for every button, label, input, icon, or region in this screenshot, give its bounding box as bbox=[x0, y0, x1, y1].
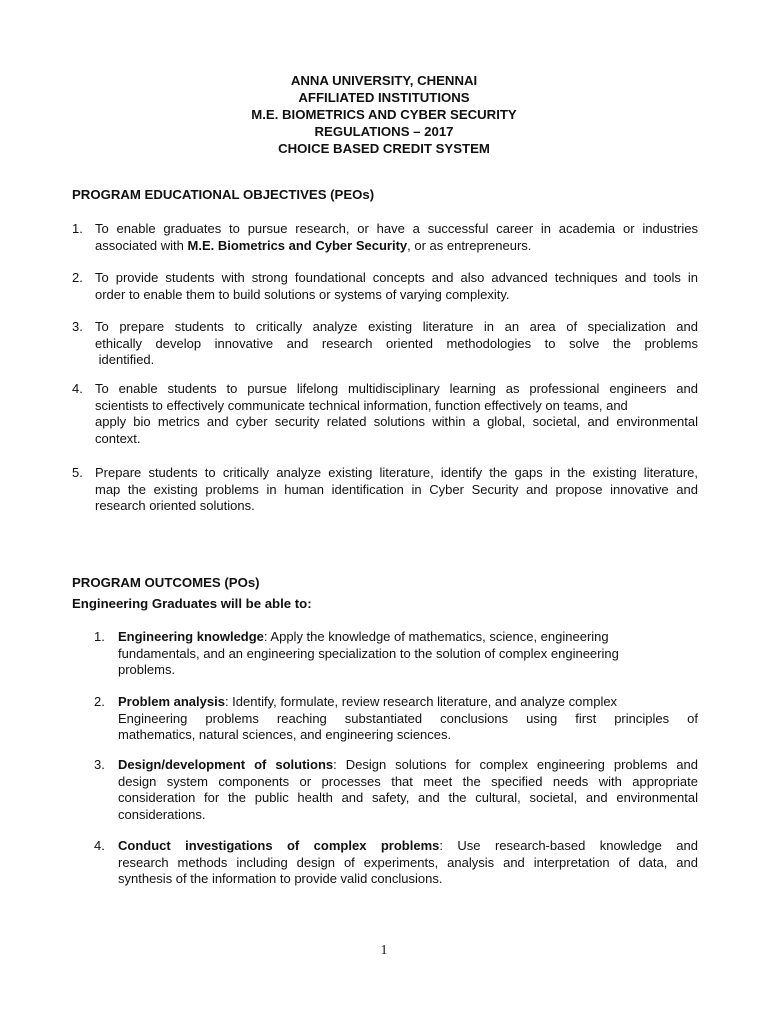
list-text-line: Prepare students to critically analyze existing literature, identify the gaps in the existing literature, bbox=[95, 465, 698, 480]
list-text-line: To provide students with strong foundational concepts and also advanced techniques and tools in bbox=[95, 270, 698, 285]
list-text-line: research methods including design of experiments, analysis and interpretation of data, and bbox=[118, 854, 698, 870]
list-text-line: scientists to effectively communicate technical information, function effectively on teams, and bbox=[95, 397, 628, 413]
list-text-line bbox=[118, 757, 698, 774]
document-header bbox=[0, 72, 768, 157]
institution-type: AFFILIATED INSTITUTIONS bbox=[298, 90, 470, 105]
po-section-subtitle: Engineering Graduates will be able to: bbox=[72, 596, 312, 611]
list-text-line: order to enable them to build solutions or systems of varying complexity. bbox=[95, 286, 510, 302]
list-number: 1. bbox=[72, 221, 83, 236]
peo-item-1 bbox=[72, 221, 698, 254]
list-text-line: consideration for the public health and safety, and the cultural, societal, and environmental bbox=[118, 790, 698, 805]
list-text: : Identify, formulate, review research literature, and analyze complex bbox=[224, 694, 618, 709]
list-text-line: apply bio metrics and cyber security related solutions within a global, societal, and environmental bbox=[95, 414, 698, 429]
list-text: : Use research-based knowledge and bbox=[439, 838, 698, 853]
list-text-line: ethically develop innovative and research oriented methodologies to solve the problems bbox=[95, 335, 698, 351]
list-text-line bbox=[95, 238, 698, 255]
list-text-line: identified. bbox=[95, 352, 155, 367]
list-number: 3. bbox=[72, 319, 83, 334]
university-name: ANNA UNIVERSITY, CHENNAI bbox=[290, 73, 478, 88]
page-number: 1 bbox=[380, 942, 388, 957]
po-item-1 bbox=[72, 629, 698, 679]
outcome-heading: Conduct investigations of complex problems bbox=[118, 838, 440, 853]
outcome-heading: Design/development of solutions bbox=[118, 757, 334, 772]
list-text-line: Engineering problems reaching substantiated conclusions using first principles of bbox=[118, 710, 698, 726]
po-item-3 bbox=[72, 757, 698, 823]
list-text-line: problems. bbox=[118, 662, 176, 677]
list-text-line: design system components or processes that meet the specified needs with appropriate bbox=[118, 773, 698, 789]
peo-section-title: PROGRAM EDUCATIONAL OBJECTIVES (PEOs) bbox=[72, 187, 375, 202]
list-text-line: considerations. bbox=[118, 806, 206, 822]
list-number: 2. bbox=[72, 270, 83, 285]
po-section-title: PROGRAM OUTCOMES (POs) bbox=[72, 575, 260, 590]
credit-system: CHOICE BASED CREDIT SYSTEM bbox=[278, 141, 490, 156]
list-number: 5. bbox=[72, 465, 83, 480]
list-text: : Design solutions for complex engineering problems and bbox=[333, 757, 698, 772]
list-text-line: fundamentals, and an engineering specialization to the solution of complex engineering bbox=[118, 645, 619, 661]
list-text-line: synthesis of the information to provide valid conclusions. bbox=[118, 871, 443, 886]
list-text-line: map the existing problems in human identification in Cyber Security and propose innovative and bbox=[95, 481, 698, 497]
list-text-line: To prepare students to critically analyze existing literature in an area of specialization and bbox=[95, 319, 698, 334]
po-item-2 bbox=[72, 694, 698, 744]
peo-item-3 bbox=[72, 319, 698, 369]
list-text: , or as entrepreneurs. bbox=[407, 237, 532, 253]
list-text-line bbox=[118, 629, 698, 646]
list-text-line: To enable graduates to pursue research, or have a successful career in academia or industries bbox=[95, 221, 698, 236]
list-text: associated with bbox=[95, 237, 188, 253]
peo-item-2 bbox=[72, 270, 698, 303]
peo-item-4 bbox=[72, 381, 698, 447]
list-text: : Apply the knowledge of mathematics, science, engineering bbox=[263, 629, 609, 644]
outcome-heading: Engineering knowledge bbox=[118, 629, 264, 644]
list-text-line: mathematics, natural sciences, and engineering sciences. bbox=[118, 727, 452, 742]
po-item-4 bbox=[72, 838, 698, 888]
list-text-line: research oriented solutions. bbox=[95, 498, 255, 513]
list-number: 1. bbox=[94, 629, 105, 644]
list-number: 3. bbox=[94, 757, 105, 772]
list-text-line bbox=[118, 694, 698, 711]
list-text-line bbox=[118, 838, 698, 855]
regulations: REGULATIONS – 2017 bbox=[314, 124, 454, 139]
outcome-heading: Problem analysis bbox=[118, 694, 225, 709]
list-text-line: context. bbox=[95, 430, 141, 446]
list-number: 4. bbox=[72, 381, 83, 396]
peo-item-5 bbox=[72, 465, 698, 515]
program-emphasis: M.E. Biometrics and Cyber Security bbox=[187, 237, 408, 253]
list-number: 4. bbox=[94, 838, 105, 853]
program-name: M.E. BIOMETRICS AND CYBER SECURITY bbox=[251, 107, 517, 122]
list-number: 2. bbox=[94, 694, 105, 709]
list-text-line: To enable students to pursue lifelong multidisciplinary learning as professional engineers and bbox=[95, 381, 698, 396]
